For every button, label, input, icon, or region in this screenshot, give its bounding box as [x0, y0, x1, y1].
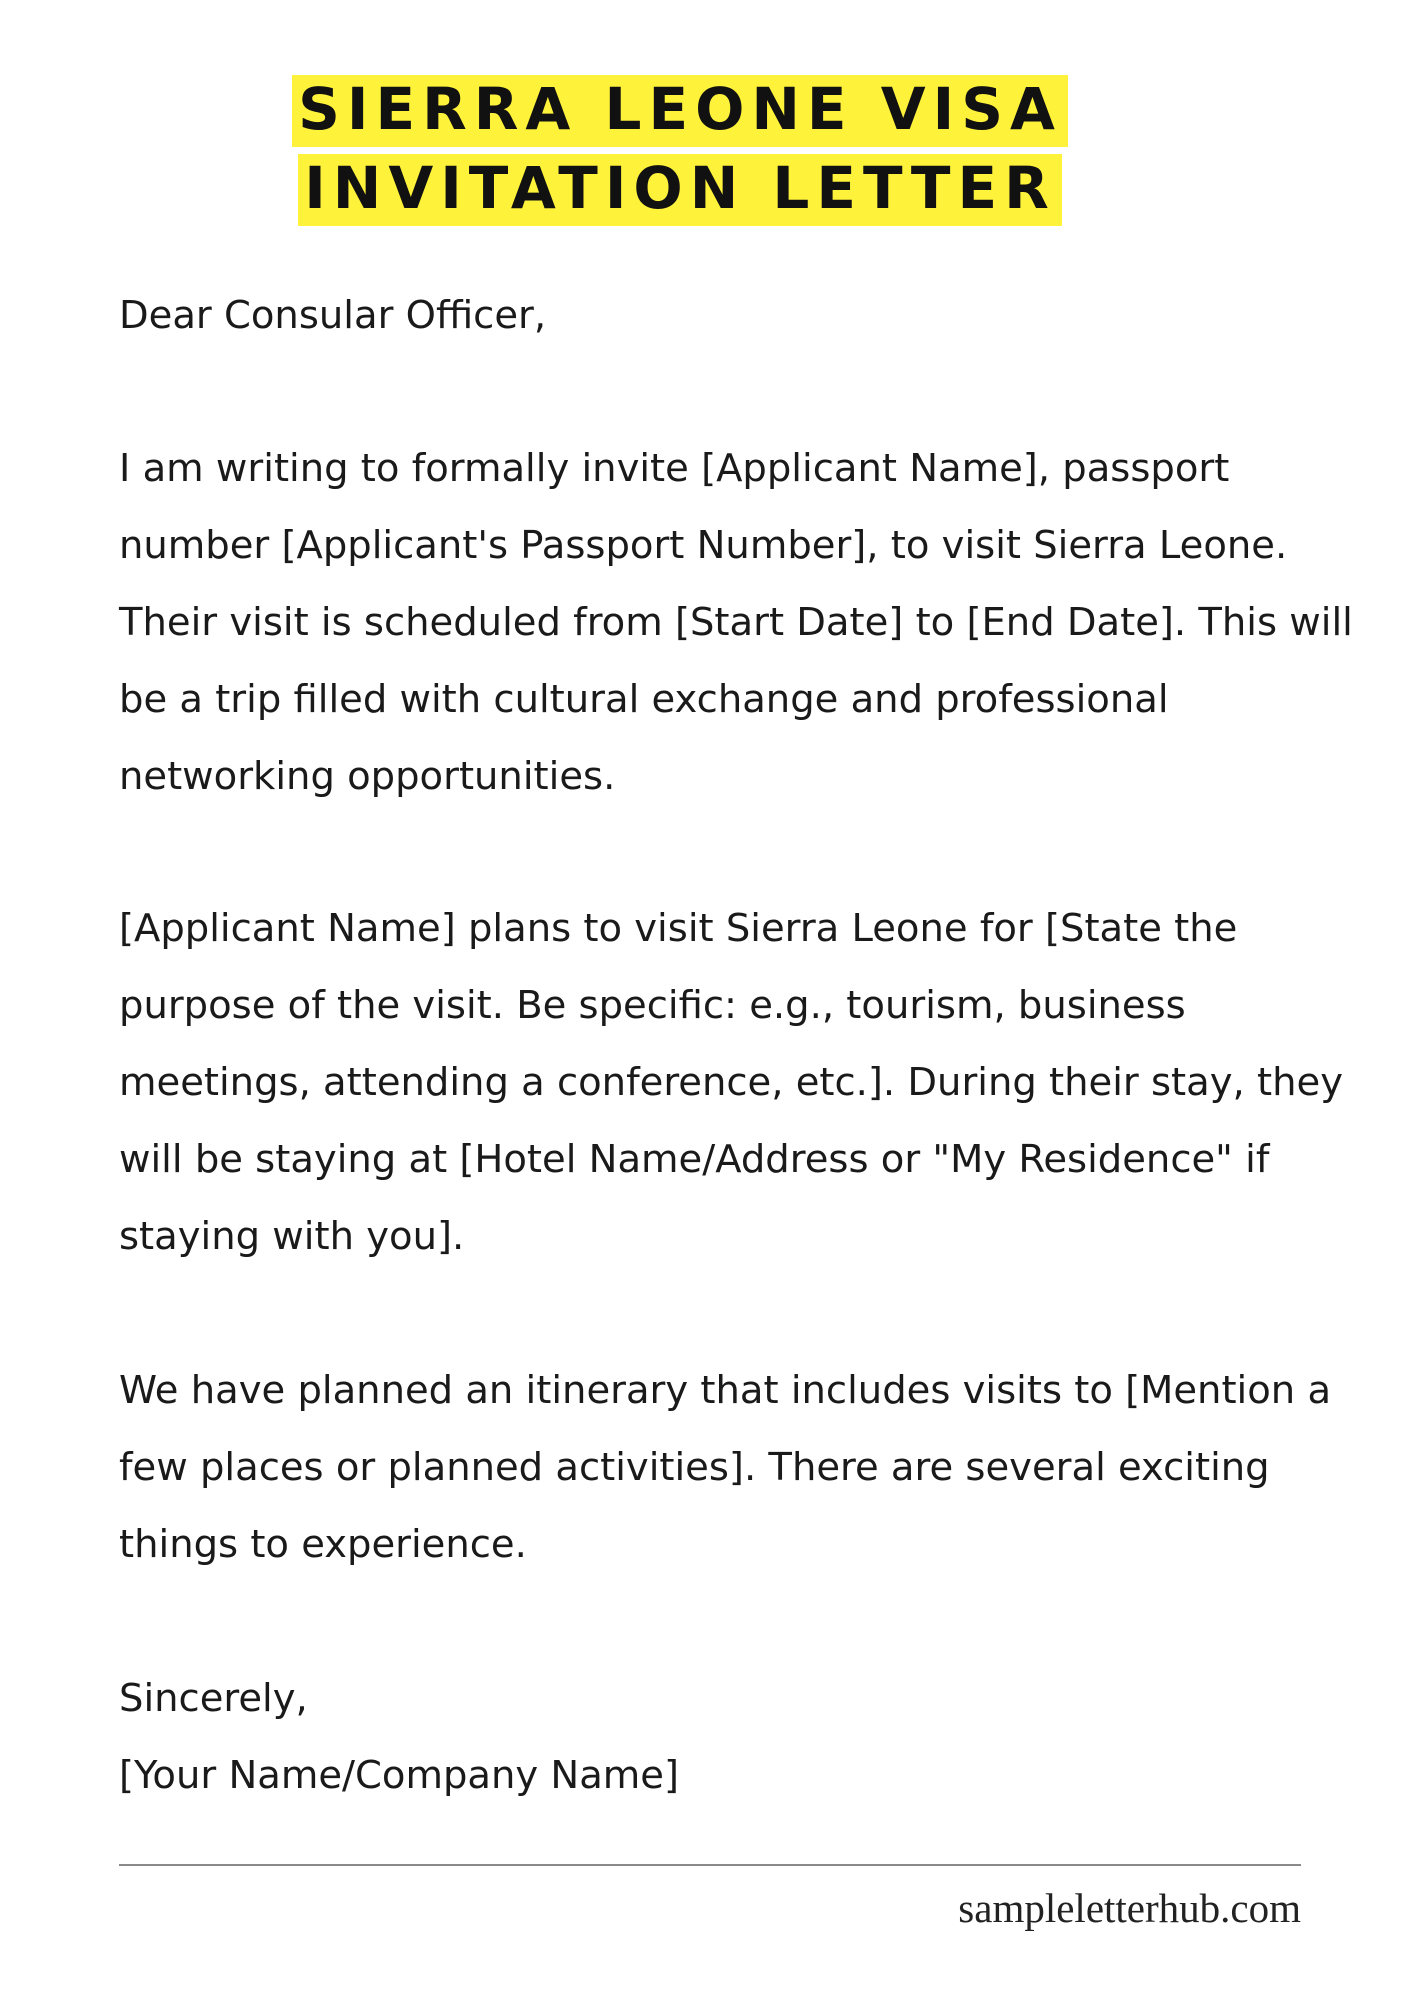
closing: Sincerely,: [119, 1676, 308, 1721]
paragraph-invitation: I am writing to formally invite [Applicant Name], passport number [Applicant's Passport Number], to visit Sierra Leone. Their visit is scheduled from [Start Date] to [End Date]. This will be a trip filled with cultural exchange and professional networking opportunities.: [119, 446, 1353, 799]
footer-website: sampleletterhub.com: [958, 1885, 1301, 1931]
letter-title: [100, 70, 1260, 228]
signature: [Your Name/Company Name]: [119, 1753, 679, 1798]
salutation: Dear Consular Officer,: [119, 293, 547, 338]
title-highlight: SIERRA LEONE VISA INVITATION LETTER: [292, 75, 1068, 226]
footer-divider: [119, 1864, 1301, 1866]
paragraph-itinerary: We have planned an itinerary that includes visits to [Mention a few places or planned activities]. There are several exciting things to experience.: [119, 1368, 1332, 1567]
paragraph-purpose: [Applicant Name] plans to visit Sierra Leone for [State the purpose of the visit. Be specific: e.g., tourism, business meetings, attending a conference, etc.]. During their stay, they will be staying at [Hotel Name/Address or "My Residence" if staying with you].: [119, 906, 1343, 1259]
